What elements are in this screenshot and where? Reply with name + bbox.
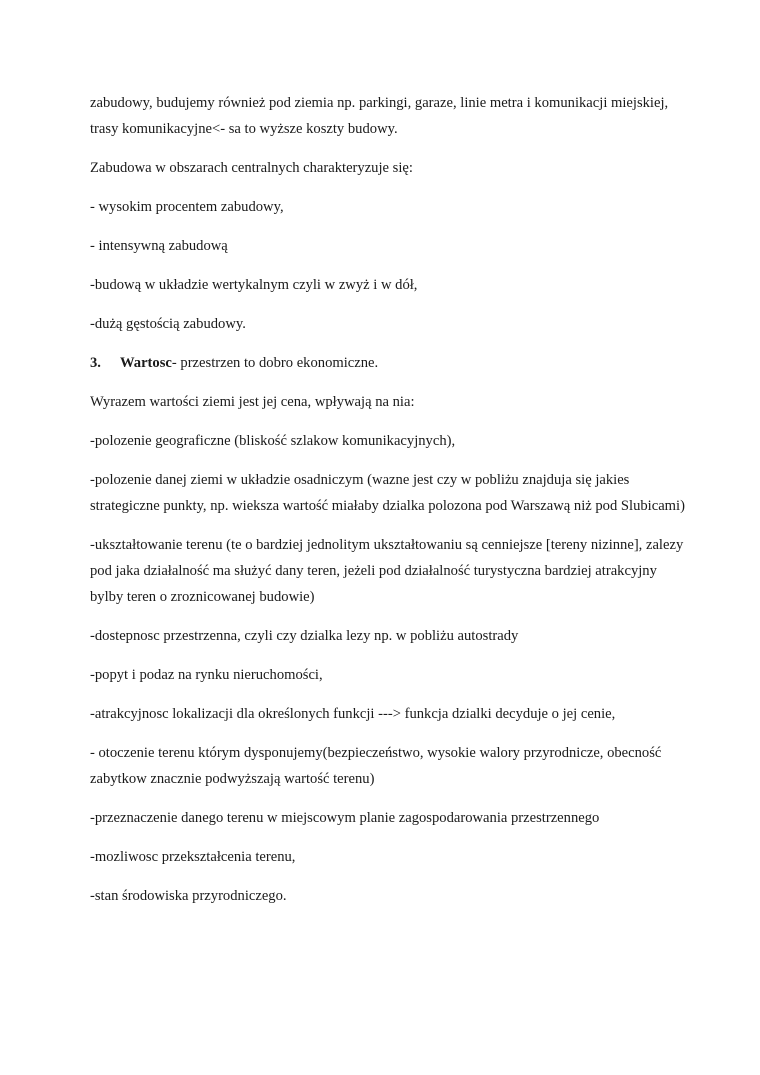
paragraph-land-value-intro: Wyrazem wartości ziemi jest jej cena, wpływają na nia:: [90, 394, 415, 410]
list-item-transformation-possibility: -mozliwosc przekształcenia terenu,: [90, 849, 296, 865]
list-item-terrain-shape: -ukształtowanie terenu (te o bardziej jednolitym ukształtowaniu są cenniejsze [tereny nizinne], zalezy pod jaka działalność ma służyć dany teren, jeżeli pod działalność turystyczna bardziej atrakcyjny bylby teren o zroznicowanej budowie): [90, 537, 684, 605]
list-item-geographic-location: -polozenie geograficzne (bliskość szlakow komunikacyjnych),: [90, 433, 456, 449]
paragraph-construction-cost: zabudowy, budujemy również pod ziemia np. parkingi, garaze, linie metra i komunikacji miejskiej, trasy komunikacyjne<- sa to wyższe koszty budowy.: [90, 95, 669, 137]
section-heading-value: [90, 350, 690, 376]
list-item-vertical-layout: -budową w układzie wertykalnym czyli w zwyż i w dół,: [90, 277, 418, 293]
list-item-high-percentage: - wysokim procentem zabudowy,: [90, 199, 284, 215]
section-number: 3.: [90, 355, 101, 371]
list-item-environment-state: -stan środowiska przyrodniczego.: [90, 888, 287, 904]
list-item-location-attractiveness: -atrakcyjnosc lokalizacji dla określonych funkcji ---> funkcja dzialki decyduje o jej cenie,: [90, 706, 616, 722]
section-term: Wartosc: [120, 355, 172, 371]
paragraph-central-areas-intro: Zabudowa w obszarach centralnych charakteryzuje się:: [90, 160, 413, 176]
list-item-accessibility: -dostepnosc przestrzenna, czyli czy dzialka lezy np. w pobliżu autostrady: [90, 628, 519, 644]
list-item-land-use-plan: -przeznaczenie danego terenu w miejscowym planie zagospodarowania przestrzennego: [90, 810, 600, 826]
document-body: [90, 90, 690, 922]
list-item-settlement-location: -polozenie danej ziemi w układzie osadniczym (wazne jest czy w pobliżu znajduja się jakies strategiczne punkty, np. wieksza wartość miałaby dzialka polozona pod Warszawą niż pod Slubicami): [90, 472, 685, 514]
section-term-definition: - przestrzen to dobro ekonomiczne.: [171, 355, 379, 371]
list-item-supply-demand: -popyt i podaz na rynku nieruchomości,: [90, 667, 323, 683]
section-heading-text: [120, 350, 378, 376]
list-item-high-density: -dużą gęstością zabudowy.: [90, 316, 246, 332]
list-item-surroundings: - otoczenie terenu którym dysponujemy(bezpieczeństwo, wysokie walory przyrodnicze, obecność zabytkow znacznie podwyższają wartość terenu): [90, 745, 662, 787]
list-item-intensive-development: - intensywną zabudową: [90, 238, 228, 254]
